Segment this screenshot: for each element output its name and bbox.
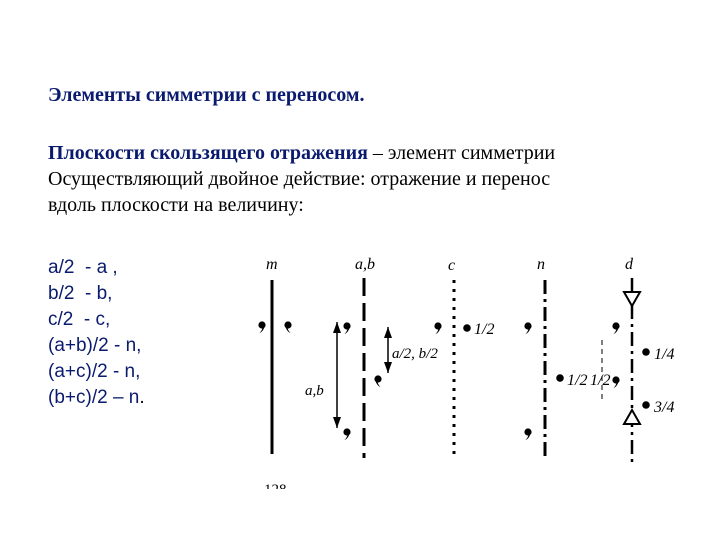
triangle-up-icon <box>624 410 640 424</box>
label-translation-ab: a,b <box>305 383 324 399</box>
label-d: d <box>625 256 633 273</box>
label-c: c <box>448 257 456 274</box>
motif-circle <box>642 348 650 356</box>
formula-ab-n: (a+b)/2 - n, <box>48 335 142 356</box>
motif-comma <box>524 322 531 334</box>
mirror-plane-m <box>258 256 291 454</box>
page-heading: Элементы симметрии с переносом. <box>48 84 365 106</box>
glide-plane-term: Плоскости скользящего отражения <box>48 142 368 164</box>
formula-bc-n-text: (b+c)/2 – n <box>48 387 140 408</box>
page-number-clip <box>264 482 287 498</box>
motif-comma <box>524 428 531 440</box>
motif-comma <box>258 321 265 333</box>
label-ab: a,b <box>355 256 375 273</box>
glide-plane-n <box>524 256 587 460</box>
formula-c: c/2 - c, <box>48 309 111 330</box>
label-half-n-1: 1/2 <box>567 372 588 389</box>
motif-comma <box>343 428 350 440</box>
label-quarter: 1/4 <box>654 346 675 363</box>
definition-line-3: вдоль плоскости на величину: <box>48 194 304 216</box>
label-half-n-2: 1/2 <box>590 372 611 389</box>
label-half-c: 1/2 <box>474 321 495 338</box>
motif-comma <box>434 322 441 334</box>
motif-comma <box>343 322 350 334</box>
label-half-ab: a/2, b/2 <box>392 346 438 362</box>
definition-dash: – <box>367 142 388 164</box>
motif-comma <box>612 322 619 334</box>
formula-final-period: . <box>139 387 145 408</box>
triangle-down-icon <box>624 292 640 306</box>
page-number: 128 <box>264 482 287 498</box>
formula-ac-n: (a+c)/2 - n, <box>48 361 141 382</box>
glide-plane-ab <box>305 256 438 458</box>
formula-b: b/2 - b, <box>48 283 113 304</box>
formula-a: a/2 - a , <box>48 257 118 278</box>
motif-comma <box>612 376 619 388</box>
glide-plane-c <box>434 257 494 460</box>
glide-plane-d <box>612 256 674 462</box>
label-n: n <box>537 256 545 273</box>
motif-comma-mirrored <box>284 321 291 333</box>
motif-circle <box>642 401 650 409</box>
label-three-quarter: 3/4 <box>654 399 675 416</box>
motif-circle <box>556 374 564 382</box>
definition-line-1-rest: элемент симметрии <box>387 142 556 164</box>
motif-circle <box>463 324 471 332</box>
motif-comma-mirrored <box>374 375 381 387</box>
label-m: m <box>266 256 278 273</box>
definition-line-2: Осуществляющий двойное действие: отражение и перенос <box>48 168 551 190</box>
